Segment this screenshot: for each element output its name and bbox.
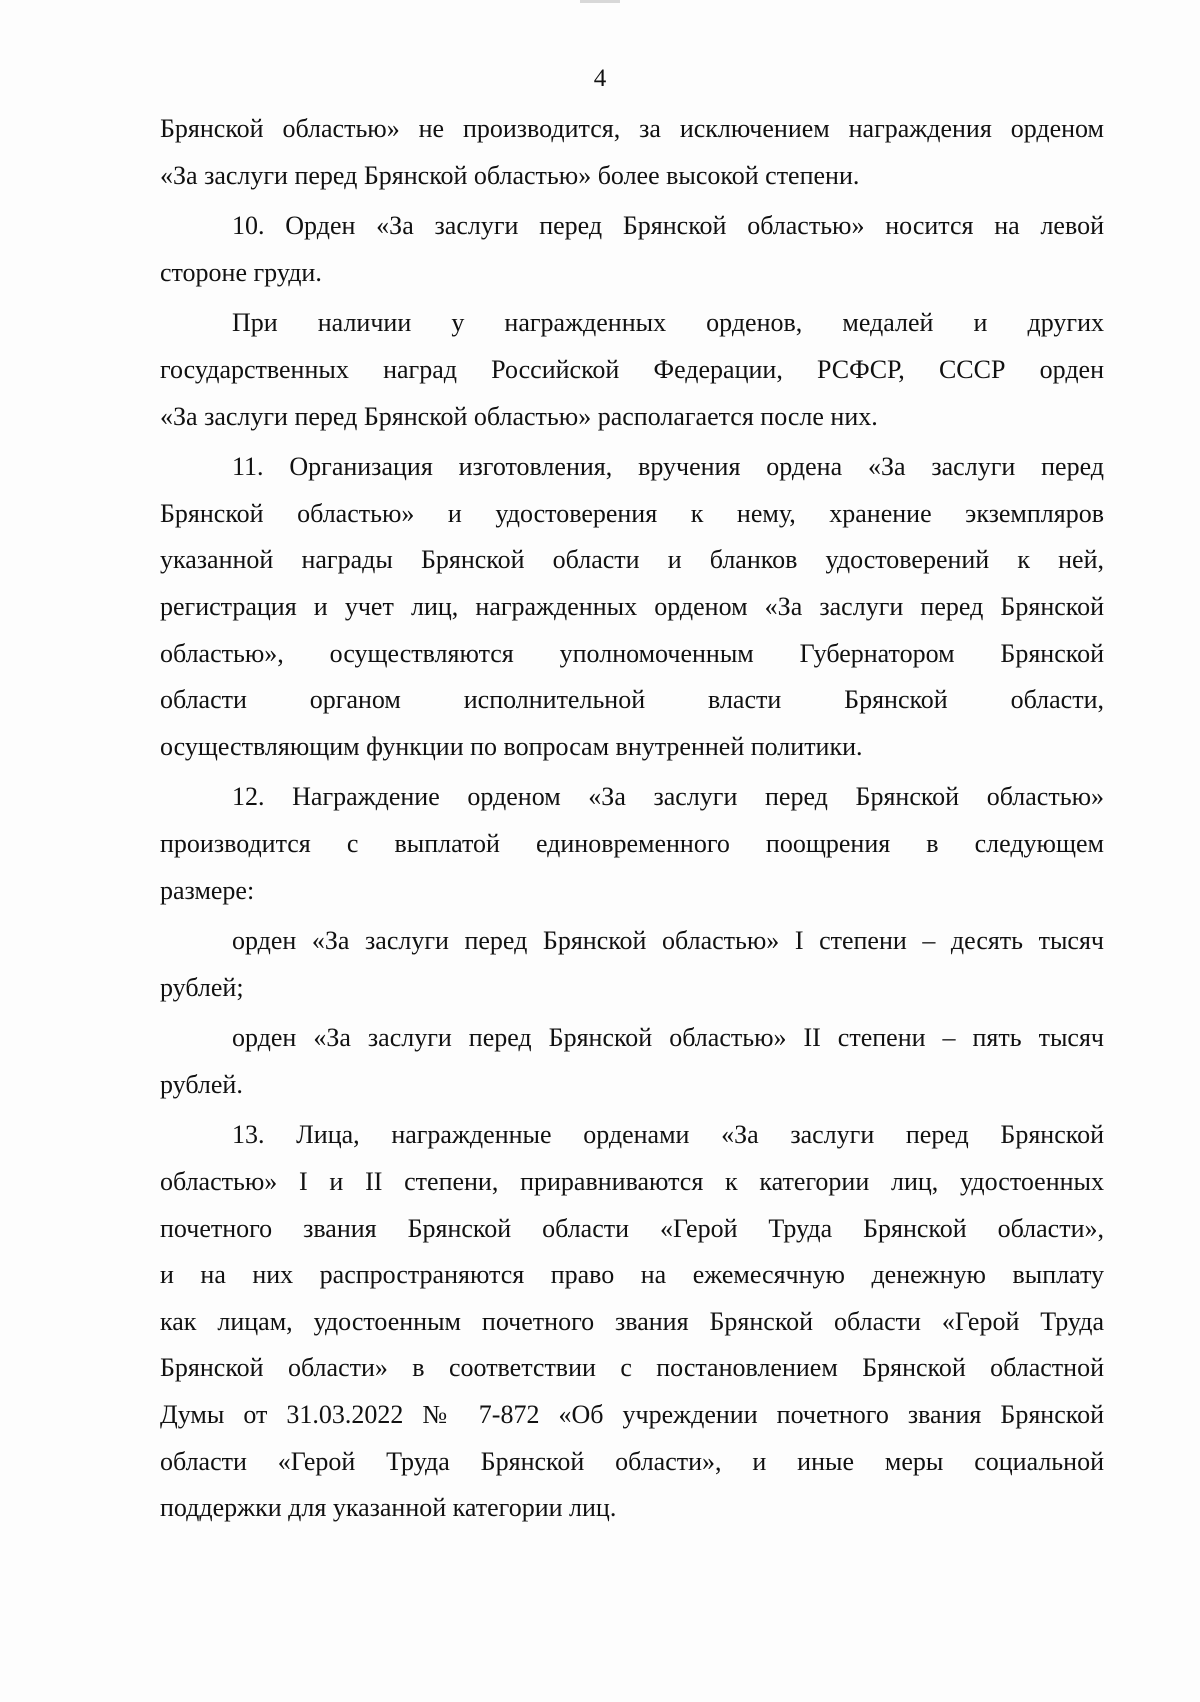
document-text-line: 11. Организация изготовления, вручения ордена «За заслуги перед: [232, 452, 1104, 482]
document-text-line: областью», осуществляются уполномоченным Губернатором Брянской: [160, 638, 1104, 668]
document-text-line: областью» I и II степени, приравниваются к категории лиц, удостоенных: [160, 1167, 1104, 1197]
document-text-line: При наличии у награжденных орденов, медалей и других: [232, 308, 1104, 338]
document-text-line: и на них распространяются право на ежемесячную денежную выплату: [160, 1260, 1104, 1290]
document-text-line: Брянской областью» не производится, за исключением награждения орденом: [160, 114, 1104, 143]
document-text-line: «За заслуги перед Брянской областью» более высокой степени.: [160, 160, 860, 190]
document-text-line: Брянской области» в соответствии с постановлением Брянской областной: [160, 1353, 1104, 1383]
document-text-line: как лицам, удостоенным почетного звания Брянской области «Герой Труда: [160, 1306, 1104, 1336]
document-text-line: рублей;: [160, 972, 244, 1002]
document-text-line: почетного звания Брянской области «Герой Труда Брянской области»,: [160, 1213, 1104, 1243]
document-body: [160, 106, 1104, 1532]
page-number: 4: [593, 65, 607, 92]
document-text-line: области «Герой Труда Брянской области», и иные меры социальной: [160, 1446, 1104, 1476]
document-text-line: Брянской областью» и удостоверения к нему, хранение экземпляров: [160, 498, 1104, 528]
document-text-line: государственных наград Российской Федерации, РСФСР, СССР орден: [160, 354, 1104, 384]
document-text-line: Думы от 31.03.2022 № 7-872 «Об учреждении почетного звания Брянской: [160, 1400, 1104, 1430]
document-text-line: области органом исполнительной власти Брянской области,: [160, 685, 1104, 715]
document-text-line: 12. Награждение орденом «За заслуги перед Брянской областью»: [232, 782, 1104, 812]
document-text-line: указанной награды Брянской области и бланков удостоверений к ней,: [160, 545, 1104, 575]
document-text-line: орден «За заслуги перед Брянской областью» II степени – пять тысяч: [232, 1023, 1104, 1053]
document-text-line: орден «За заслуги перед Брянской областью» I степени – десять тысяч: [232, 926, 1104, 956]
document-text-line: стороне груди.: [160, 257, 322, 287]
document-text-line: производится с выплатой единовременного поощрения в следующем: [160, 828, 1104, 858]
document-text-line: 10. Орден «За заслуги перед Брянской областью» носится на левой: [232, 211, 1104, 241]
document-text-line: поддержки для указанной категории лиц.: [160, 1493, 617, 1523]
document-text-line: рублей.: [160, 1069, 243, 1099]
document-text-line: размере:: [160, 875, 255, 905]
scan-artifact: [580, 0, 620, 3]
document-text-line: «За заслуги перед Брянской областью» располагается после них.: [160, 401, 878, 431]
document-text-line: осуществляющим функции по вопросам внутренней политики.: [160, 731, 863, 761]
document-text-line: регистрация и учет лиц, награжденных орденом «За заслуги перед Брянской: [160, 591, 1104, 621]
document-text-line: 13. Лица, награжденные орденами «За заслуги перед Брянской: [232, 1120, 1104, 1150]
